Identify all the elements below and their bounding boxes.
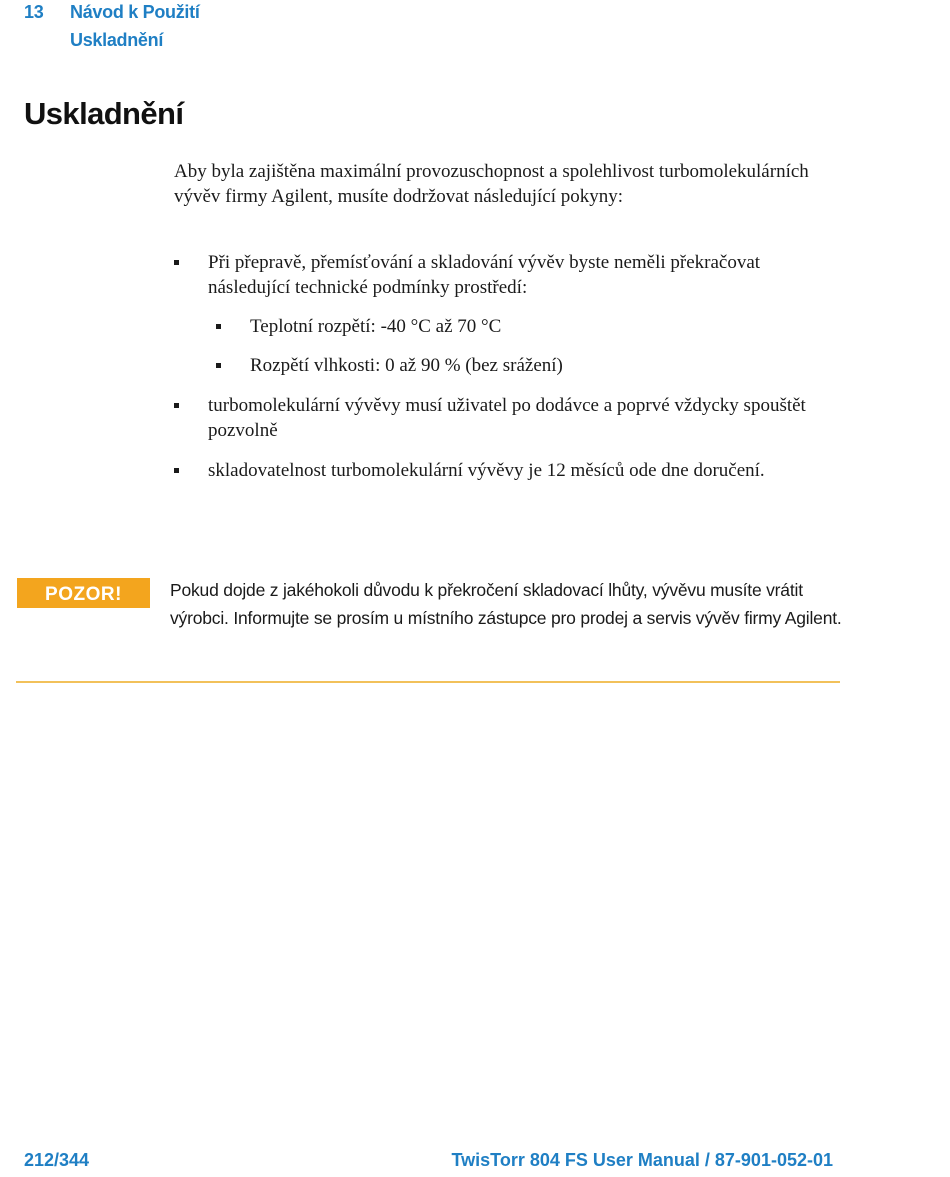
sub-list-item <box>216 353 776 378</box>
bullet-icon <box>174 403 179 408</box>
caution-text: Pokud dojde z jakéhokoli důvodu k překročení skladovací lhůty, vývěvu musíte vrátit výrobci. Informujte se prosím u místního zástupce pro prodej a servis vývěv firmy Agilent. <box>170 580 842 628</box>
list-item-text: turbomolekulární vývěvy musí uživatel po dodávce a poprvé vždycky spouštět pozvolně <box>208 395 806 441</box>
chapter-title: Návod k Použití <box>70 2 200 22</box>
caution-badge: POZOR! <box>17 578 150 608</box>
footer-document-title: TwisTorr 804 FS User Manual / 87-901-052-01 <box>451 1150 833 1170</box>
sub-list-item <box>216 314 776 339</box>
list-item <box>174 458 814 508</box>
list-item <box>174 393 814 443</box>
page-title: Uskladnění <box>24 96 184 131</box>
sub-list-item-text: Rozpětí vlhkosti: 0 až 90 % (bez srážení) <box>250 355 563 376</box>
section-title: Uskladnění <box>70 30 164 50</box>
footer-page-number: 212/344 <box>24 1150 90 1170</box>
bullet-icon <box>216 324 221 329</box>
sub-list-item-text: Teplotní rozpětí: -40 °C až 70 °C <box>250 316 502 337</box>
bullet-icon <box>174 468 179 473</box>
bullet-icon <box>174 260 179 265</box>
bullet-icon <box>216 363 221 368</box>
intro-paragraph: Aby byla zajištěna maximální provozuschopnost a spolehlivost turbomolekulárních vývěv firmy Agilent, musíte dodržovat následující pokyny: <box>174 161 809 207</box>
chapter-number: 13 <box>24 2 44 22</box>
list-item-text: Při přepravě, přemísťování a skladování vývěv byste neměli překračovat následující technické podmínky prostředí: <box>208 252 761 298</box>
caution-divider <box>16 681 840 683</box>
list-item-text: skladovatelnost turbomolekulární vývěvy je 12 měsíců ode dne doručení. <box>208 460 765 481</box>
list-item <box>174 250 814 300</box>
